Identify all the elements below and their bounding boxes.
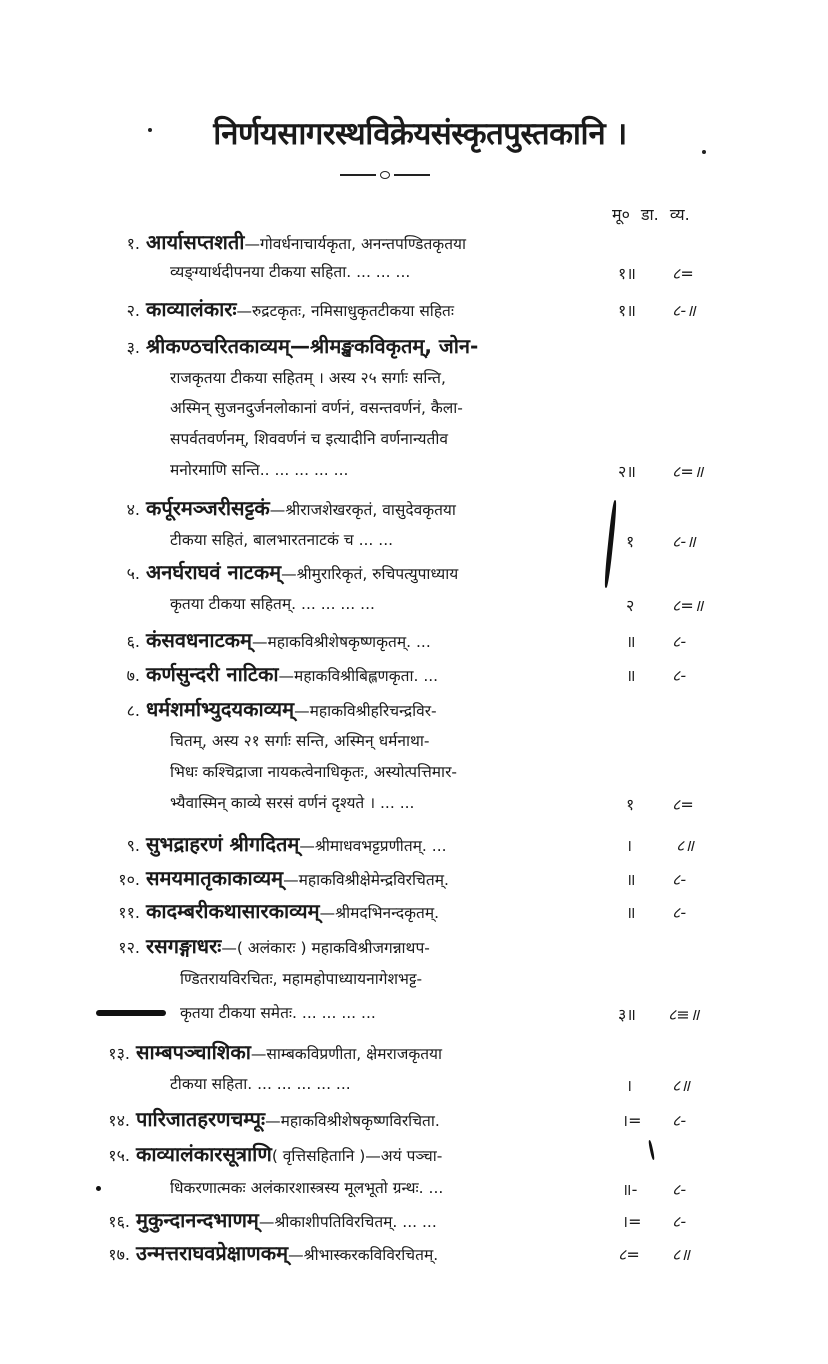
price: ॥: [626, 903, 636, 922]
entry-1: १. आर्यासप्तशती—गोवर्धनाचार्यकृता, अनन्तपण्डितकृतया: [126, 230, 467, 254]
entry-10: १०. समयमातृकाकाव्यम्—महाकविश्रीक्षेमेन्द्रविरचितम्.: [118, 866, 449, 890]
price: ॥: [626, 632, 636, 651]
postage: ८-: [672, 1212, 687, 1231]
entry-5: ५. अनर्घराघवं नाटकम्—श्रीमुरारिकृतं, रुचिपत्युपाध्याय: [126, 560, 459, 584]
price: ॥: [626, 666, 636, 685]
book-title: कादम्बरीकथासारकाव्यम्: [146, 899, 320, 923]
entry-17: १७. उन्मत्तराघवप्रेक्षाणकम्—श्रीभास्करकविविरचितम्.: [108, 1241, 439, 1265]
postage: ८-: [672, 870, 687, 889]
ink-dot: [702, 150, 706, 154]
book-title: सुभद्राहरणं श्रीगदितम्: [146, 832, 300, 856]
book-title: साम्बपञ्चाशिका: [136, 1040, 251, 1064]
entry-3: ३. श्रीकण्ठचरितकाव्यम्—श्रीमङ्खकविकृतम्, जोन-: [126, 334, 479, 358]
postage: ८॥: [672, 1245, 690, 1264]
ink-dot: [96, 1186, 101, 1191]
postage: ८-: [672, 903, 687, 922]
book-title: मुकुन्दानन्दभाणम्: [136, 1208, 259, 1232]
book-title: कर्णसुन्दरी नाटिका: [146, 662, 279, 686]
entry-11: ११. कादम्बरीकथासारकाव्यम्—श्रीमदभिनन्दकृतम्.: [118, 899, 440, 923]
book-title: श्रीकण्ठचरितकाव्यम्—श्रीमङ्खकविकृतम्, जोन-: [146, 334, 479, 358]
entry-7: ७. कर्णसुन्दरी नाटिका—महाकविश्रीबिह्लणकृता. ...: [126, 662, 439, 686]
book-title: आर्यासप्तशती: [146, 230, 245, 254]
postage: ८=: [672, 795, 694, 814]
price: ।=: [622, 1212, 642, 1231]
entry-12: १२. रसगङ्गाधरः—( अलंकारः ) महाकविश्रीजगन्नाथप-: [118, 934, 430, 958]
book-title: समयमातृकाकाव्यम्: [146, 866, 284, 890]
price: १: [626, 795, 635, 814]
entry-15: १५. काव्यालंकारसूत्राणि( वृत्तिसहितानि )—अयं पञ्चा-: [108, 1142, 443, 1166]
price: १॥: [618, 264, 636, 283]
book-title: कर्पूरमञ्जरीसट्टकं: [146, 496, 270, 520]
price: ।: [626, 836, 633, 855]
postage: ८=॥: [672, 596, 704, 615]
postage: ८-॥: [672, 301, 696, 320]
ink-stroke-mark: [648, 1140, 655, 1160]
postage: ८-: [672, 1180, 687, 1199]
price: ८=: [618, 1245, 640, 1264]
price: २: [626, 596, 635, 615]
postage: ८-: [672, 1111, 687, 1130]
postage: ८=: [672, 264, 694, 283]
price: ॥-: [622, 1180, 638, 1199]
page-title: निर्णयसागरस्थविक्रेयसंस्कृतपुस्तकानि ।: [213, 116, 627, 152]
book-title: उन्मत्तराघवप्रेक्षाणकम्: [136, 1241, 289, 1265]
book-title: रसगङ्गाधरः: [146, 934, 222, 958]
entry-4: ४. कर्पूरमञ्जरीसट्टकं—श्रीराजशेखरकृतं, वासुदेवकृतया: [126, 496, 456, 520]
entry-14: १४. पारिजातहरणचम्पूः—महाकविश्रीशेषकृष्णविरचिता.: [108, 1107, 440, 1131]
ink-smudge: [96, 1010, 166, 1016]
price: ।=: [622, 1111, 642, 1130]
ink-dot: [148, 128, 152, 132]
postage: ८॥: [672, 1076, 690, 1095]
postage: ८-॥: [672, 532, 696, 551]
postage: ८॥: [676, 836, 694, 855]
price: २॥: [618, 462, 636, 481]
postage: ८≡॥: [668, 1005, 700, 1024]
postage: ८=॥: [672, 462, 704, 481]
book-title: अनर्घराघवं नाटकम्: [146, 560, 282, 584]
postage: ८-: [672, 666, 687, 685]
catalog-page: निर्णयसागरस्थविक्रेयसंस्कृतपुस्तकानि । मू० डा. व्य. १. आर्यासप्तशती—गोवर्धनाचार्यकृता, अनन्तपण्डितकृतया व्यङ्ग्यार्थदीपनया टीकया सहिता. ... ... ... १॥ ८= २. काव्यालंकारः—रुद्रटकृतः, नमिसाधुकृतटीकया सहितः १॥ ८-॥ ३. श्रीकण्ठचरितकाव्यम्—श्रीमङ्खकविकृतम्, जोन- राजकृतया टीकया सहितम् । अस्य २५ सर्गाः सन्ति, अस्मिन् सुजनदुर्जनलोकानां वर्णनं, वसन्तवर्णनं, कैला- सपर्वतवर्णनम्, शिववर्णनं च इत्यादीनि वर्णनान्यतीव मनोरमाणि सन्ति.. ... ... ... ... २॥ ८=॥ ४. कर्पूरमञ्जरीसट्टकं—श्रीराजशेखरकृतं, वासुदेवकृतया टीकया सहितं, बालभारतनाटकं च ... ... १ ८-॥ ५. अनर्घराघवं नाटकम्—श्रीमुरारिकृतं, रुचिपत्युपाध्याय कृतया टीकया सहितम्. ... ... ... ... २ ८=॥ ६. कंसवधनाटकम्—महाकविश्रीशेषकृष्णकृतम्. ... ॥ ८- ७. कर्णसुन्दरी नाटिका—महाकविश्रीबिह्लणकृता. ... ॥ ८- ८. धर्मशर्माभ्युदयकाव्यम्—महाकविश्रीहरिचन्द्रविर- चितम्, अस्य २१ सर्गाः सन्ति, अस्मिन् धर्मनाथा- भिधः कश्चिद्राजा नायकत्वेनाधिकृतः, अस्योत्पत्तिमार- भ्यैवास्मिन् काव्ये सरसं वर्णनं दृश्यते । ... ... १ ८= ९. सुभद्राहरणं श्रीगदितम्—श्रीमाधवभट्टप्रणीतम्. ... । ८॥ १०. समयमातृकाकाव्यम्—महाकविश्रीक्षेमेन्द्रविरचितम्. ॥ ८- ११. कादम्बरीकथासारकाव्यम्—श्रीमदभिनन्दकृतम्. ॥ ८- १२. रसगङ्गाधरः—( अलंकारः ) महाकविश्रीजगन्नाथप- ण्डितरायविरचितः, महामहोपाध्यायनागेशभट्ट- कृतया टीकया समेतः. ... ... ... ... ३॥ ८≡॥ १३. साम्बपञ्चाशिका—साम्बकविप्रणीता, क्षेमराजकृतया टीकया सहिता. ... ... ... ... ... । ८॥ १४. पारिजातहरणचम्पूः—महाकविश्रीशेषकृष्णविरचिता. ।= ८- १५. काव्यालंकारसूत्राणि( वृत्तिसहितानि )—अयं पञ्चा- धिकरणात्मकः अलंकारशास्त्रस्य मूलभूतो ग्रन्थः. ... ॥- ८- १६. मुकुन्दानन्दभाणम्—श्रीकाशीपतिविरचितम्. ... ... ।= ८- १७. उन्मत्तराघवप्रेक्षाणकम्—श्रीभास्करकविविरचितम्. ८= ८॥: [0, 0, 828, 1364]
entry-16: १६. मुकुन्दानन्दभाणम्—श्रीकाशीपतिविरचितम्. ... ...: [108, 1208, 437, 1232]
price: ॥: [626, 870, 636, 889]
entry-13: १३. साम्बपञ्चाशिका—साम्बकविप्रणीता, क्षेमराजकृतया: [108, 1040, 443, 1064]
entry-6: ६. कंसवधनाटकम्—महाकविश्रीशेषकृष्णकृतम्. ...: [126, 628, 431, 652]
title-ornament: [340, 170, 430, 180]
entry-2: २. काव्यालंकारः—रुद्रटकृतः, नमिसाधुकृतटीकया सहितः: [126, 297, 455, 321]
price: १: [626, 532, 635, 551]
price: ।: [626, 1076, 633, 1095]
book-title: कंसवधनाटकम्: [146, 628, 252, 652]
book-title: धर्मशर्माभ्युदयकाव्यम्: [146, 697, 295, 721]
price: १॥: [618, 301, 636, 320]
entry-9: ९. सुभद्राहरणं श्रीगदितम्—श्रीमाधवभट्टप्रणीतम्. ...: [126, 832, 447, 856]
price: ३॥: [618, 1005, 636, 1024]
price-column-headers: मू० डा. व्य.: [612, 205, 690, 224]
book-title: काव्यालंकारः: [146, 297, 237, 321]
postage: ८-: [672, 632, 687, 651]
ink-bracket-mark: [603, 500, 617, 588]
book-title: काव्यालंकारसूत्राणि: [136, 1142, 272, 1166]
entry-8: ८. धर्मशर्माभ्युदयकाव्यम्—महाकविश्रीहरिचन्द्रविर-: [126, 697, 437, 721]
book-title: पारिजातहरणचम्पूः: [136, 1107, 266, 1131]
